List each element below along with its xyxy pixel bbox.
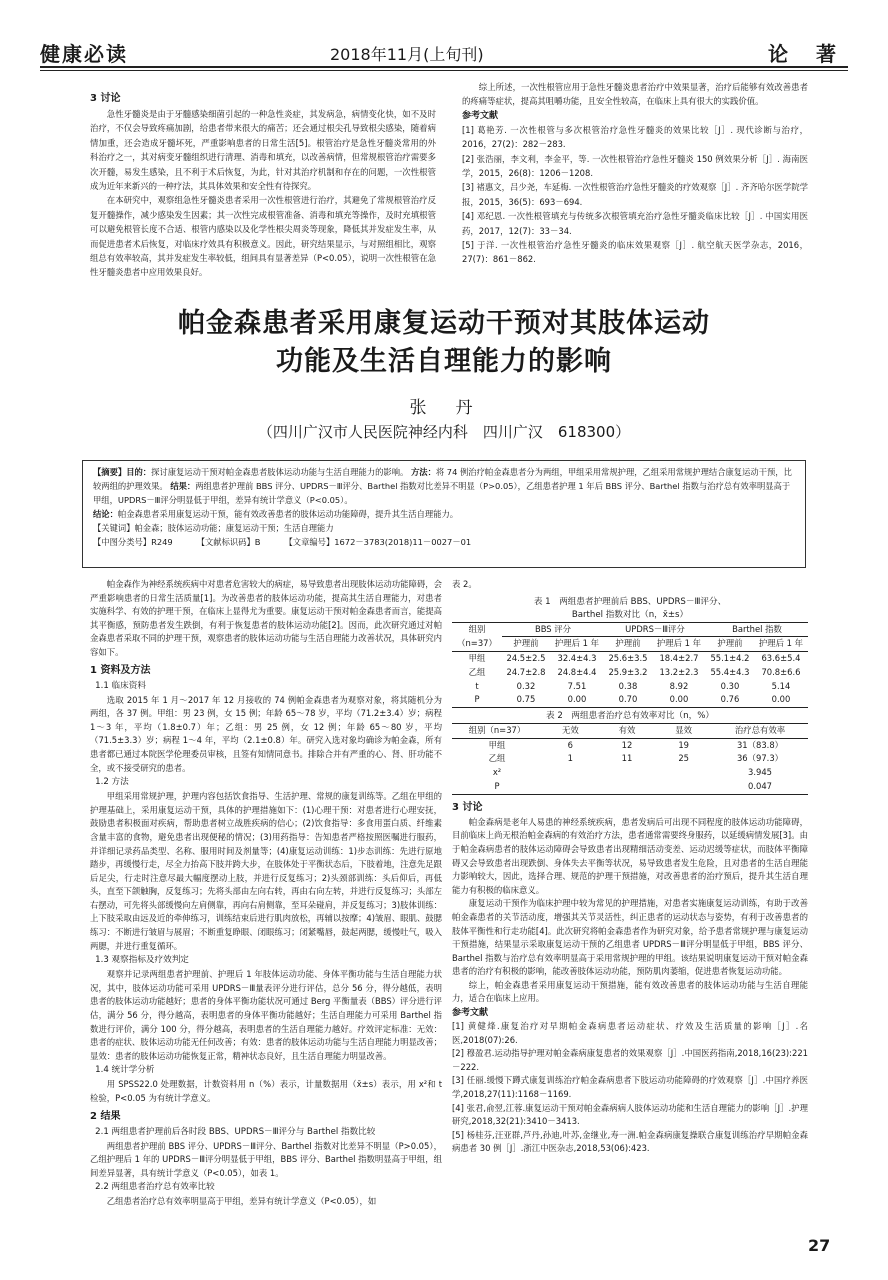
table1-head-group: 组别 bbox=[468, 623, 486, 634]
table1-cell: 0.00 bbox=[771, 694, 791, 705]
table1-row-label: 乙组 bbox=[468, 666, 486, 677]
subsection-heading: 2.2 两组患者治疗总有效率比较 bbox=[95, 1182, 215, 1193]
table1-cell: 25.9±3.2 bbox=[608, 666, 648, 677]
prev-article-right-column bbox=[462, 80, 808, 267]
body-paragraph: 综上，帕金森患者采用康复运动干预措施，能有效改善患者的肢体运动功能与生活自理能力，适合在临床上应用。 bbox=[452, 979, 808, 1004]
table2-cell: 1 bbox=[567, 753, 573, 764]
main-left-column bbox=[90, 578, 442, 1209]
body-paragraph: 两组患者护理前 BBS 评分、UPDRS－Ⅲ评分、Barthel 指数对比差异不明显（P>0.05），乙组护理后 1 年的 UPDRS－Ⅲ评分明显低于甲组，BBS 评分、Barthel 指数明显高于甲组，组间差异显著，具有统计学意义（P<0.05），如表 1。 bbox=[90, 1140, 442, 1178]
prev-ref-item: [3] 褚惠文，吕少尧，车延梅. 一次性根管治疗急性牙髓炎的疗效观察［J］. 齐齐哈尔医学院学报，2015，36(5)：693－694. bbox=[462, 182, 808, 207]
table1-cell: 24.8±4.4 bbox=[557, 666, 597, 677]
table1-cell: 0.75 bbox=[516, 694, 536, 705]
ref-item: [3] 任丽.缓慢下蹲式康复训练治疗帕金森病患者下肢运动功能障碍的疗效观察［J］.中国疗养医学,2018,27(11):1168－1169. bbox=[452, 1075, 808, 1100]
table2-cell: 12 bbox=[621, 739, 633, 750]
table1-cell: 0.00 bbox=[567, 694, 587, 705]
table1-cell: 70.8±6.6 bbox=[761, 666, 801, 677]
table1-cell: 0.76 bbox=[720, 694, 740, 705]
prev-ref-item: [2] 张浩丽，李文利，李金平，等. 一次性根管治疗急性牙髓炎 150 例效果分析［J］. 海南医学，2015，26(8)：1206－1208. bbox=[462, 153, 808, 179]
prev-refs-label: 参考文献 bbox=[462, 110, 499, 121]
table1-cell: 8.92 bbox=[669, 680, 689, 691]
table2-cell: 25 bbox=[678, 753, 689, 764]
table1-caption: 表 1 两组患者护理前后 BBS、UPDRS－Ⅲ评分、 bbox=[533, 596, 727, 607]
table2-caption: 表 2 两组患者治疗总有效率对比（n，%） bbox=[546, 710, 714, 721]
table2-head: 治疗总有效率 bbox=[734, 724, 786, 735]
subsection-heading: 1.1 临床资料 bbox=[95, 680, 146, 691]
table2-cell bbox=[599, 780, 656, 794]
table1-cell: 55.4±4.3 bbox=[710, 666, 750, 677]
table2-cell: 0.047 bbox=[748, 781, 772, 792]
table1-cell: 7.51 bbox=[567, 680, 587, 691]
ref-item: [1] 黄健烽.康复治疗对早期帕金森病患者运动症状、疗效及生活质量的影响［J］.名医,2018(07):26. bbox=[452, 1021, 808, 1045]
prev-ref-item: [1] 葛艳芳. 一次性根管与多次根管治疗急性牙髓炎的效果比较［J］. 现代诊断与治疗，2016，27(2)：282－283. bbox=[462, 124, 808, 150]
table2-row-label: 甲组 bbox=[488, 739, 506, 750]
abstract-purpose-label: 目的： bbox=[126, 467, 152, 477]
table-row bbox=[452, 780, 808, 794]
table2-cell: 6 bbox=[567, 739, 573, 750]
page-header bbox=[0, 0, 888, 72]
abstract-conclusion bbox=[93, 507, 795, 521]
table1-row-label: t bbox=[475, 680, 479, 691]
ref-item: [4] 张君,俞翌,江蓉.康复运动干预对帕金森病病人肢体运动功能和生活自理能力的影响［J］.护理研究,2018,32(21):3410－3413. bbox=[452, 1102, 808, 1127]
table1-subhead: 护理后 1 年 bbox=[656, 638, 702, 649]
body-paragraph: 康复运动干预作为临床护理中较为常见的护理措施，对患者实施康复运动训练，有助于改善帕金森患者的关节活动度，增强其关节灵活性，纠正患者的运动状态与姿势，有利于改善患者的肢体平衡性和行走功能[4]。此次研究将帕金森患者作为研究对象，给予患者常规护理与康复运动干预措施，结果显示采取康复运动干预的乙组患者 UPDRS－Ⅲ评分明显低于甲组，BBS 评分、Barthel 指数与治疗总有效率明显高于采用常规护理的甲组。该结果说明康复运动干预对帕金森患者的治疗有积极的影响，能改善肢体运动功能，预防肌肉萎缩，促进患者恢复运动功能。 bbox=[452, 898, 808, 977]
keywords-label: 【关键词】 bbox=[93, 523, 135, 533]
table1-cell: 0.30 bbox=[720, 680, 740, 691]
body-paragraph: 乙组患者治疗总有效率明显高于甲组，差异有统计学意义（P<0.05），如 bbox=[106, 1196, 377, 1207]
table2-head: 有效 bbox=[618, 724, 636, 735]
table1-head-updrs: UPDRS－Ⅲ评分 bbox=[604, 622, 706, 637]
table2 bbox=[452, 723, 808, 795]
abstract-result-label: 结果： bbox=[170, 481, 196, 491]
table2-row-label: P bbox=[494, 781, 500, 792]
main-right-column bbox=[452, 578, 808, 1156]
subsection-heading: 1.4 统计学分析 bbox=[95, 1065, 155, 1076]
table1 bbox=[452, 622, 808, 708]
table1-cell: 24.7±2.8 bbox=[506, 666, 546, 677]
page-number: 27 bbox=[808, 1236, 831, 1255]
ref-item: [2] 穆盈君.运动指导护理对帕金森病康复患者的效果观察［J］.中国医药指南,2018,16(23):221－222. bbox=[452, 1048, 808, 1072]
table-row bbox=[452, 738, 808, 752]
section-heading: 3 讨论 bbox=[452, 801, 483, 813]
article-number: 【文章编号】1672－3783(2018)11－0027－01 bbox=[284, 537, 472, 547]
issue-info: 2018年11月(上旬刊) bbox=[330, 45, 484, 64]
table-row bbox=[452, 665, 808, 679]
table1-cell: 55.1±4.2 bbox=[710, 652, 750, 663]
table-row bbox=[452, 752, 808, 766]
intro-paragraph: 帕金森作为神经系统疾病中对患者危害较大的病症，易导致患者出现肢体运动功能障碍，会严重影响患者的日常生活质量[1]。为改善患者的肢体运动功能，提高其生活自理能力，对患者实施科学、有效的护理干预，在临床上显得尤为重要。康复运动干预对帕金森患者而言，能提高其平衡感，预防患者发生跌倒，有利于恢复患者的肢体运动功能[2]。因而，此次研究通过对帕金森患者采取不同的护理干预，观察患者的肢体运动功能与生活自理能力改善状况，具体研究内容如下。 bbox=[90, 579, 442, 657]
classification-line bbox=[93, 535, 795, 549]
prev-ref-item: [4] 邓纪恩. 一次性根管填充与传统多次根管填充治疗急性牙髓炎临床比较［J］. 中国实用医药，2017，12(7)：33－34. bbox=[462, 211, 808, 236]
header-rule-thin bbox=[40, 70, 848, 71]
subsection-heading: 1.2 方法 bbox=[95, 777, 129, 788]
table1-cell: 5.14 bbox=[771, 680, 791, 691]
table1-cell: 32.4±4.3 bbox=[557, 652, 597, 663]
table1-row-label: 甲组 bbox=[468, 652, 486, 663]
table1-subhead: 护理前 bbox=[615, 638, 641, 649]
table2-row-label: 乙组 bbox=[488, 753, 506, 764]
article-affiliation: （四川广汉市人民医院神经内科 四川广汉 618300） bbox=[257, 423, 631, 441]
body-paragraph: 选取 2015 年 1 月～2017 年 12 月接收的 74 例帕金森患者为观察对象，将其随机分为两组，各 37 例。甲组：男 23 例，女 15 例；年龄 65～78 岁，平均（71.2±3.4）岁；病程 1～3 年，平均（1.8±0.7）年；乙组：男 25 例，女 12 例；年龄 65～80 岁，平均（71.5±3.3）岁；病程 1～4 年，平均（2.1±0.8）年。研究入选对象均确诊为帕金森，所有患者都已通过本院医学伦理委员审核，且签有知情同意书。排除合并有严重的心、肾、肝功能不全，或不接受研究的患者。 bbox=[90, 694, 442, 773]
table1-cell: 13.2±2.3 bbox=[659, 666, 699, 677]
abstract-purpose: 探讨康复运动干预对帕金森患者肢体运动功能与生活自理能力的影响。 bbox=[151, 467, 409, 477]
journal-name: 健康必读 bbox=[40, 42, 128, 66]
table2-row-label: x² bbox=[492, 767, 502, 778]
prev-paragraph: 在本研究中，观察组急性牙髓炎患者采用一次性根管进行治疗，其避免了常规根管治疗反复开髓操作，减少感染发生因素；其一次性完成根管准备、消毒和填充等操作，及时充填根管可以避免根管长度不合适、根管内感染以及化学性根尖周炎等现象，降低其并发症发生率，从而促进患者术后恢复，对临床疗效具有积极意义。因此，研究结果显示，与对照组相比，观察组总有效率较高，其并发症发生率较低，组间具有显著差异（P<0.05），说明一次性根管在急性牙髓炎患者中应用效果良好。 bbox=[90, 195, 436, 278]
table2-cell: 31（83.8） bbox=[736, 739, 784, 750]
table2-cell bbox=[655, 780, 712, 794]
table2-cell: 3.945 bbox=[748, 767, 772, 778]
table1-cell: 63.6±5.4 bbox=[761, 652, 801, 663]
table2-head: 无效 bbox=[561, 724, 579, 735]
clc-number: 【中图分类号】R249 bbox=[93, 537, 173, 547]
subsection-heading: 2.1 两组患者护理前后各时段 BBS、UPDRS－Ⅲ评分与 Barthel 指数比较 bbox=[95, 1126, 376, 1137]
table1-head-bbs: BBS 评分 bbox=[502, 622, 604, 637]
table2-cell bbox=[655, 766, 712, 780]
abstract-method-label: 方法： bbox=[410, 467, 436, 477]
section-heading: 1 资料及方法 bbox=[90, 664, 151, 676]
table1-subhead: 护理前 bbox=[717, 638, 743, 649]
table1-cell: 18.4±2.7 bbox=[659, 652, 699, 663]
table2-cell: 36（97.3） bbox=[736, 753, 784, 764]
table1-subhead: 护理后 1 年 bbox=[554, 638, 600, 649]
table1-cell: 25.6±3.5 bbox=[608, 652, 648, 663]
section-heading: 2 结果 bbox=[90, 1110, 121, 1122]
table1-head-barthel: Barthel 指数 bbox=[706, 622, 808, 637]
table1-cell: 0.00 bbox=[669, 694, 689, 705]
article-title-line1: 帕金森患者采用康复运动干预对其肢体运动 bbox=[178, 308, 710, 339]
table2-cell bbox=[542, 766, 599, 780]
abstract-method: 将 74 例治疗帕金森患者分为两组，甲组采用常规护理，乙组采用常规护理结合康复运动干预，比较两组的护理效果。 bbox=[93, 467, 792, 491]
abstract-text bbox=[93, 465, 795, 507]
table1-cell: 0.38 bbox=[618, 680, 638, 691]
keywords bbox=[93, 521, 795, 535]
table-row bbox=[452, 679, 808, 693]
table2-cell bbox=[542, 780, 599, 794]
body-paragraph: 用 SPSS22.0 处理数据，计数资料用 n（%）表示，计量数据用（x̄±s）表示，用 x²和 t 检验，P<0.05 为有统计学意义。 bbox=[90, 1079, 442, 1103]
article-author: 张 丹 bbox=[409, 398, 479, 418]
body-paragraph: 帕金森病是老年人易患的神经系统疾病，患者发病后可出现不同程度的肢体运动功能障碍，目前临床上尚无根治帕金森病的有效治疗方法，患者通常需要终身服药，以延缓病情发展[3]。由于帕金森病患者的肢体运动障碍会导致患者出现精细活动变差、运动迟缓等症状，而肢体平衡障碍又会导致患者出现跌倒、身体失去平衡等状况，易导致患者发生危险，且对患者的生活自理能力影响较大，因此，选择合理、规范的护理干预措施，对改善患者的治疗预后，提升其生活自理能力有积极的临床意义。 bbox=[452, 816, 808, 895]
table2-cell: 11 bbox=[621, 753, 633, 764]
table-row bbox=[452, 766, 808, 780]
refs-label: 参考文献 bbox=[452, 1008, 489, 1019]
keywords-text: 帕金森；肢体运动功能；康复运动干预；生活自理能力 bbox=[134, 523, 334, 533]
header-rule bbox=[40, 66, 848, 68]
table-lead: 表 2。 bbox=[452, 579, 477, 589]
body-paragraph: 观察并记录两组患者护理前、护理后 1 年肢体运动功能、身体平衡功能与生活自理能力状况，其中，肢体运动功能可采用 UPDRS－Ⅲ量表评分进行评估，总分 56 分，得分越低，表明患者的肢体运动功能越好；患者的身体平衡功能状况可通过 Berg 平衡量表（BBS）评分进行评估，满分 56 分，得分越高，表明患者的身体平衡功能越好；生活自理能力可采用 Barthel 指数进行评价，满分 100 分，得分越高，表明患者的生活自理能力越好。疗效评定标准：无效：患者的症状、肢体运动功能无任何改善；有效：患者的肢体运动功能与生活自理能力明显改善；显效：患者的肢体运动功能恢复正常，精神状态良好，且生活自理能力明显改善。 bbox=[90, 969, 442, 1061]
table2-cell bbox=[599, 766, 656, 780]
section-name: 论 著 bbox=[768, 42, 840, 66]
body-paragraph: 甲组采用常规护理，护理内容包括饮食指导、生活护理、常规的康复训练等。乙组在甲组的护理基础上，采用康复运动干预，具体的护理措施如下：(1)心理干预：对患者进行心理安抚，鼓励患者积极面对疾病，帮助患者树立战胜疾病的信心；(2)饮食指导：多食用蛋白质、纤维素含量丰富的食物，避免患者出现便秘的情况；(3)用药指导：告知患者严格按照医嘱进行服药，并详细记录药品类型、名称、服用时间及剂量等；(4)康复运动训练：1)步态训练：先进行原地踏步，再缓慢行走，尽全力抬高下肢并跨大步，在肢体处于平衡状态后，下肢着地，注意先足跟后足尖，行走时注意尽最大幅度摆动上肢，并进行反复练习；2)头颈部训练：头后仰后，再低头，直至下颌触胸，反复练习；先将头部由左向右转，再由右向左转，并进行反复练习；头部左右摆动，可先将头部缓慢向左肩侧靠，再向右肩侧靠，至耳朵碰肩，并反复练习；3)肢体训练：上下肢采取由远及近的牵伸练习，训练结束后进行肌肉放松，再辅以按摩；4)皱眉、眼肌、鼓腮练习：不断进行皱眉与展眉；不断重复睁眼、闭眼练习；闭紧嘴唇，鼓起两腮，缓慢吐气，吸入两腮，并进行重复循环。 bbox=[90, 791, 442, 951]
table1-cell: 0.32 bbox=[516, 680, 536, 691]
abstract-concl: 帕金森患者采用康复运动干预，能有效改善患者的肢体运动功能障碍，提升其生活自理能力。 bbox=[117, 509, 459, 519]
subsection-heading: 1.3 观察指标及疗效判定 bbox=[95, 955, 189, 966]
table1-cell: 0.70 bbox=[618, 694, 638, 705]
table-row bbox=[452, 693, 808, 707]
abstract-label: 【摘要】 bbox=[93, 467, 127, 477]
abstract-concl-label: 结论： bbox=[93, 509, 118, 519]
table-row bbox=[452, 651, 808, 665]
table1-row-label: P bbox=[474, 694, 480, 705]
table1-subhead: 护理后 1 年 bbox=[758, 638, 804, 649]
abstract-result: 两组患者护理前 BBS 评分、UPDRS－Ⅲ评分、Barthel 指数对比差异不明显（P>0.05），乙组患者护理 1 年后 BBS 评分、Barthel 指数与治疗总有效率明显高于甲组，UPDRS－Ⅲ评分明显低于甲组，差异有统计学意义（P<0.05）。 bbox=[93, 481, 791, 505]
prev-paragraph: 急性牙髓炎是由于牙髓感染细菌引起的一种急性炎症，其发病急，病情变化快，如不及时治疗，不仅会导致疼痛加剧，给患者带来很大的痛苦；还会通过根尖孔导致根尖感染，随着病情加重，还会造成牙髓坏死，严重影响患者的日常生活[5]。根管治疗是急性牙髓炎常用的外科治疗之一，其对病变牙髓组织进行清理、消毒和填充，以改善病情，但常规根管治疗需要多次开髓，易发生感染，且不利于术后恢复，为此，针对其治疗机制和存在的问题，一次性根管成为近年来新兴的一种疗法，其具体效果和安全性有待探究。 bbox=[90, 109, 436, 192]
prev-discussion-heading: 3 讨论 bbox=[90, 93, 121, 104]
article-title-line2: 功能及生活自理能力的影响 bbox=[276, 346, 612, 377]
document-code: 【文献标识码】B bbox=[196, 537, 261, 547]
table2-head: 组别（n=37） bbox=[468, 724, 526, 735]
table1-caption-line2: Barthel 指数对比（n，x̄±s） bbox=[571, 609, 689, 620]
ref-item: [5] 杨桂芬,汪亚群,芦丹,孙迪,叶苏,金继业,寿一洲.帕金森病康复操联合康复训练治疗早期帕金森病患者 30 例［J］.浙江中医杂志,2018,53(06):423. bbox=[452, 1129, 808, 1154]
abstract-box bbox=[82, 460, 806, 568]
table2-cell: 19 bbox=[678, 739, 689, 750]
prev-article-left-column bbox=[90, 88, 436, 280]
table1-head-n: （n=37） bbox=[457, 637, 497, 648]
prev-ref-item: [5] 于洋. 一次性根管治疗急性牙髓炎的临床效果观察［J］. 航空航天医学杂志，2016，27(7)：861－862. bbox=[462, 240, 808, 265]
prev-paragraph: 综上所述，一次性根管应用于急性牙髓炎患者治疗中效果显著，治疗后能够有效改善患者的疼痛等症状，提高其咀嚼功能，且安全性较高，在临床上具有很大的实践价值。 bbox=[462, 82, 808, 107]
table1-cell: 24.5±2.5 bbox=[506, 652, 546, 663]
table1-subhead: 护理前 bbox=[513, 638, 539, 649]
table2-head: 显效 bbox=[675, 724, 693, 735]
